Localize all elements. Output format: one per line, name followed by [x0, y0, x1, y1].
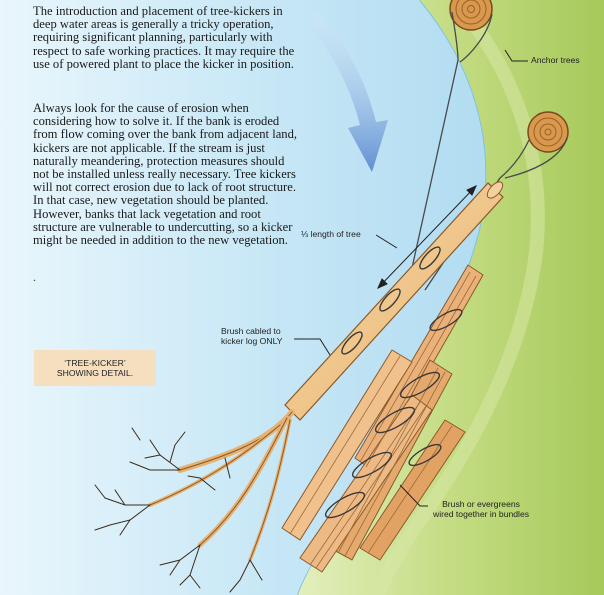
third-length-label: ⅓ length of tree	[301, 229, 361, 239]
erosion-paragraph: Always look for the cause of erosion when considering how to solve it. If the bank is eroded from flow coming over the bank from adjacent land, kickers are not applicable. If the stream is just naturally meandering, protection measures should not be installed unless really necessary. Tree kickers will not correct erosion due to lack of root structure. In that case, new vegetation should be planted. However, banks that lack vegetation and root structure are vulnerable to undercutting, so a kicker might be needed in addition to the new vegetation.	[33, 101, 298, 248]
anchor-tree-lower	[528, 112, 568, 152]
stray-mark: .	[33, 270, 36, 284]
anchor-trees-label: Anchor trees	[531, 55, 580, 65]
brush-bundles-label: Brush or evergreens wired together in bundles	[433, 499, 530, 519]
intro-paragraph: The introduction and placement of tree-kickers in deep water areas is generally a tricky operation, requiring significant planning, particularly with respect to safe working practices. It may require the use of powered plant to place the kicker in position.	[33, 4, 295, 71]
brush-cabled-label: Brush cabled to kicker log ONLY	[221, 326, 283, 346]
tree-kicker-detail-box: ‘TREE-KICKER’ SHOWING DETAIL.	[34, 350, 156, 386]
